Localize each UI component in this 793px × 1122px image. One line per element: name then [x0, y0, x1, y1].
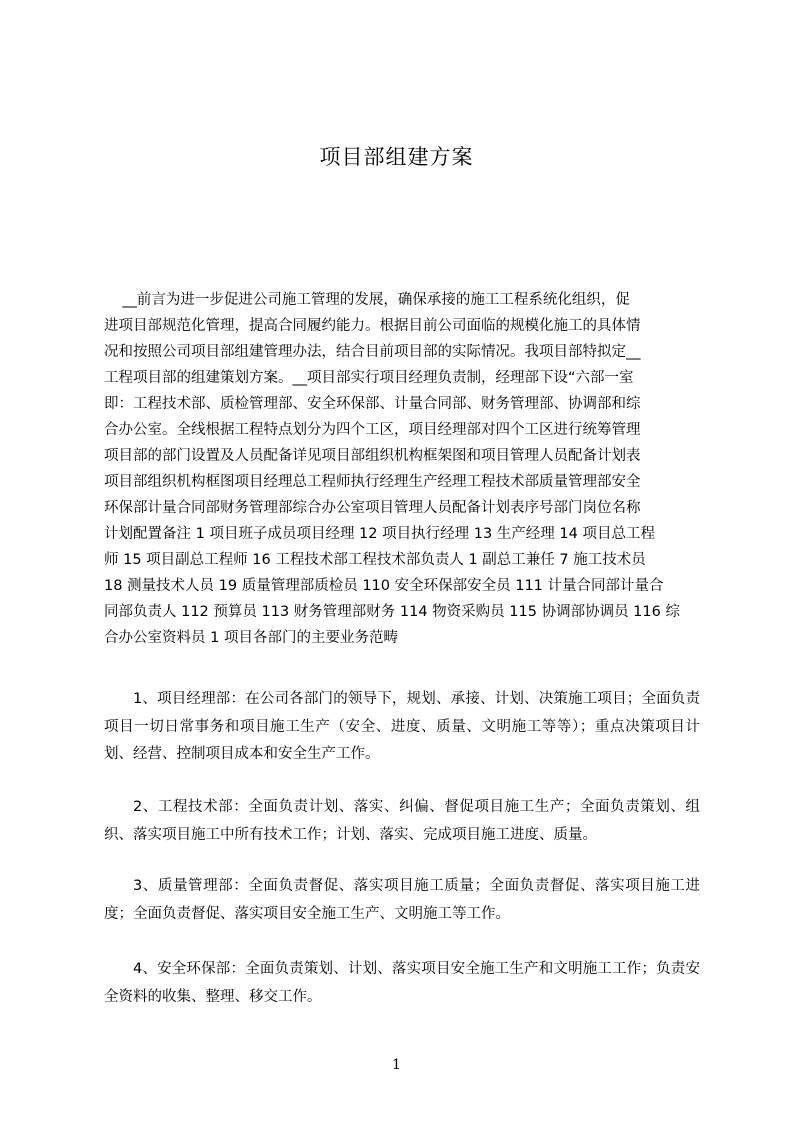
- intro-line: 环保部计量合同部财务管理部综合办公室项目管理人员配备计划表序号部门岗位名称: [104, 500, 641, 516]
- intro-line: __前言为进一步促进公司施工管理的发展，确保承接的施工工程系统化组织，促: [104, 292, 630, 308]
- section-quality-management: 3、质量管理部：全面负责督促、落实项目施工质量；全面负责督促、落实项目施工进度；全面负责督促、落实项目安全施工生产、文明施工等工作。: [104, 878, 700, 922]
- intro-line: 合办公室。全线根据工程特点划分为四个工区，项目经理部对四个工区进行统筹管理: [104, 422, 641, 438]
- intro-line: 同部负责人 112 预算员 113 财务管理部财务 114 物资采购员 115 协调部协调员 116 综: [104, 604, 680, 620]
- section-project-manager: 1、项目经理部：在公司各部门的领导下，规划、承接、计划、决策施工项目；全面负责项目一切日常事务和项目施工生产（安全、进度、质量、文明施工等等）；重点决策项目计划、经营、控制项目成本和安全生产工作。: [104, 691, 700, 762]
- document-title: 项目部组建方案: [319, 145, 474, 169]
- intro-line: 况和按照公司项目部组建管理办法，结合目前项目部的实际情况。我项目部特拟定__: [104, 344, 641, 360]
- intro-line: 工程项目部的组建策划方案。__项目部实行项目经理负责制，经理部下设“六部一室: [104, 370, 634, 386]
- page-number: 1: [392, 1057, 401, 1073]
- intro-line: 即：工程技术部、质检管理部、安全环保部、计量合同部、财务管理部、协调部和综: [104, 396, 641, 412]
- intro-line: 项目部的部门设置及人员配备详见项目部组织机构框架图和项目管理人员配备计划表: [104, 448, 641, 464]
- section-engineering-technology: 2、工程技术部：全面负责计划、落实、纠偏、督促项目施工生产；全面负责策划、组织、落实项目施工中所有技术工作；计划、落实、完成项目施工进度、质量。: [104, 799, 700, 843]
- intro-line: 师 15 项目副总工程师 16 工程技术部工程技术部负责人 1 副总工兼任 7 施工技术员: [104, 552, 646, 568]
- intro-paragraph: [104, 287, 700, 651]
- section-safety-environment: 4、安全环保部：全面负责策划、计划、落实项目安全施工生产和文明施工工作；负责安全资料的收集、整理、移交工作。: [104, 961, 700, 1005]
- intro-line: 合办公室资料员 1 项目各部门的主要业务范畴: [104, 630, 398, 646]
- intro-line: 项目部组织机构框图项目经理总工程师执行经理生产经理工程技术部质量管理部安全: [104, 474, 641, 490]
- intro-line: 计划配置备注 1 项目班子成员项目经理 12 项目执行经理 13 生产经理 14 项目总工程: [104, 526, 655, 542]
- intro-line: 进项目部规范化管理，提高合同履约能力。根据目前公司面临的规模化施工的具体情: [104, 318, 641, 334]
- intro-line: 18 测量技术人员 19 质量管理部质检员 110 安全环保部安全员 111 计量合同部计量合: [104, 578, 664, 594]
